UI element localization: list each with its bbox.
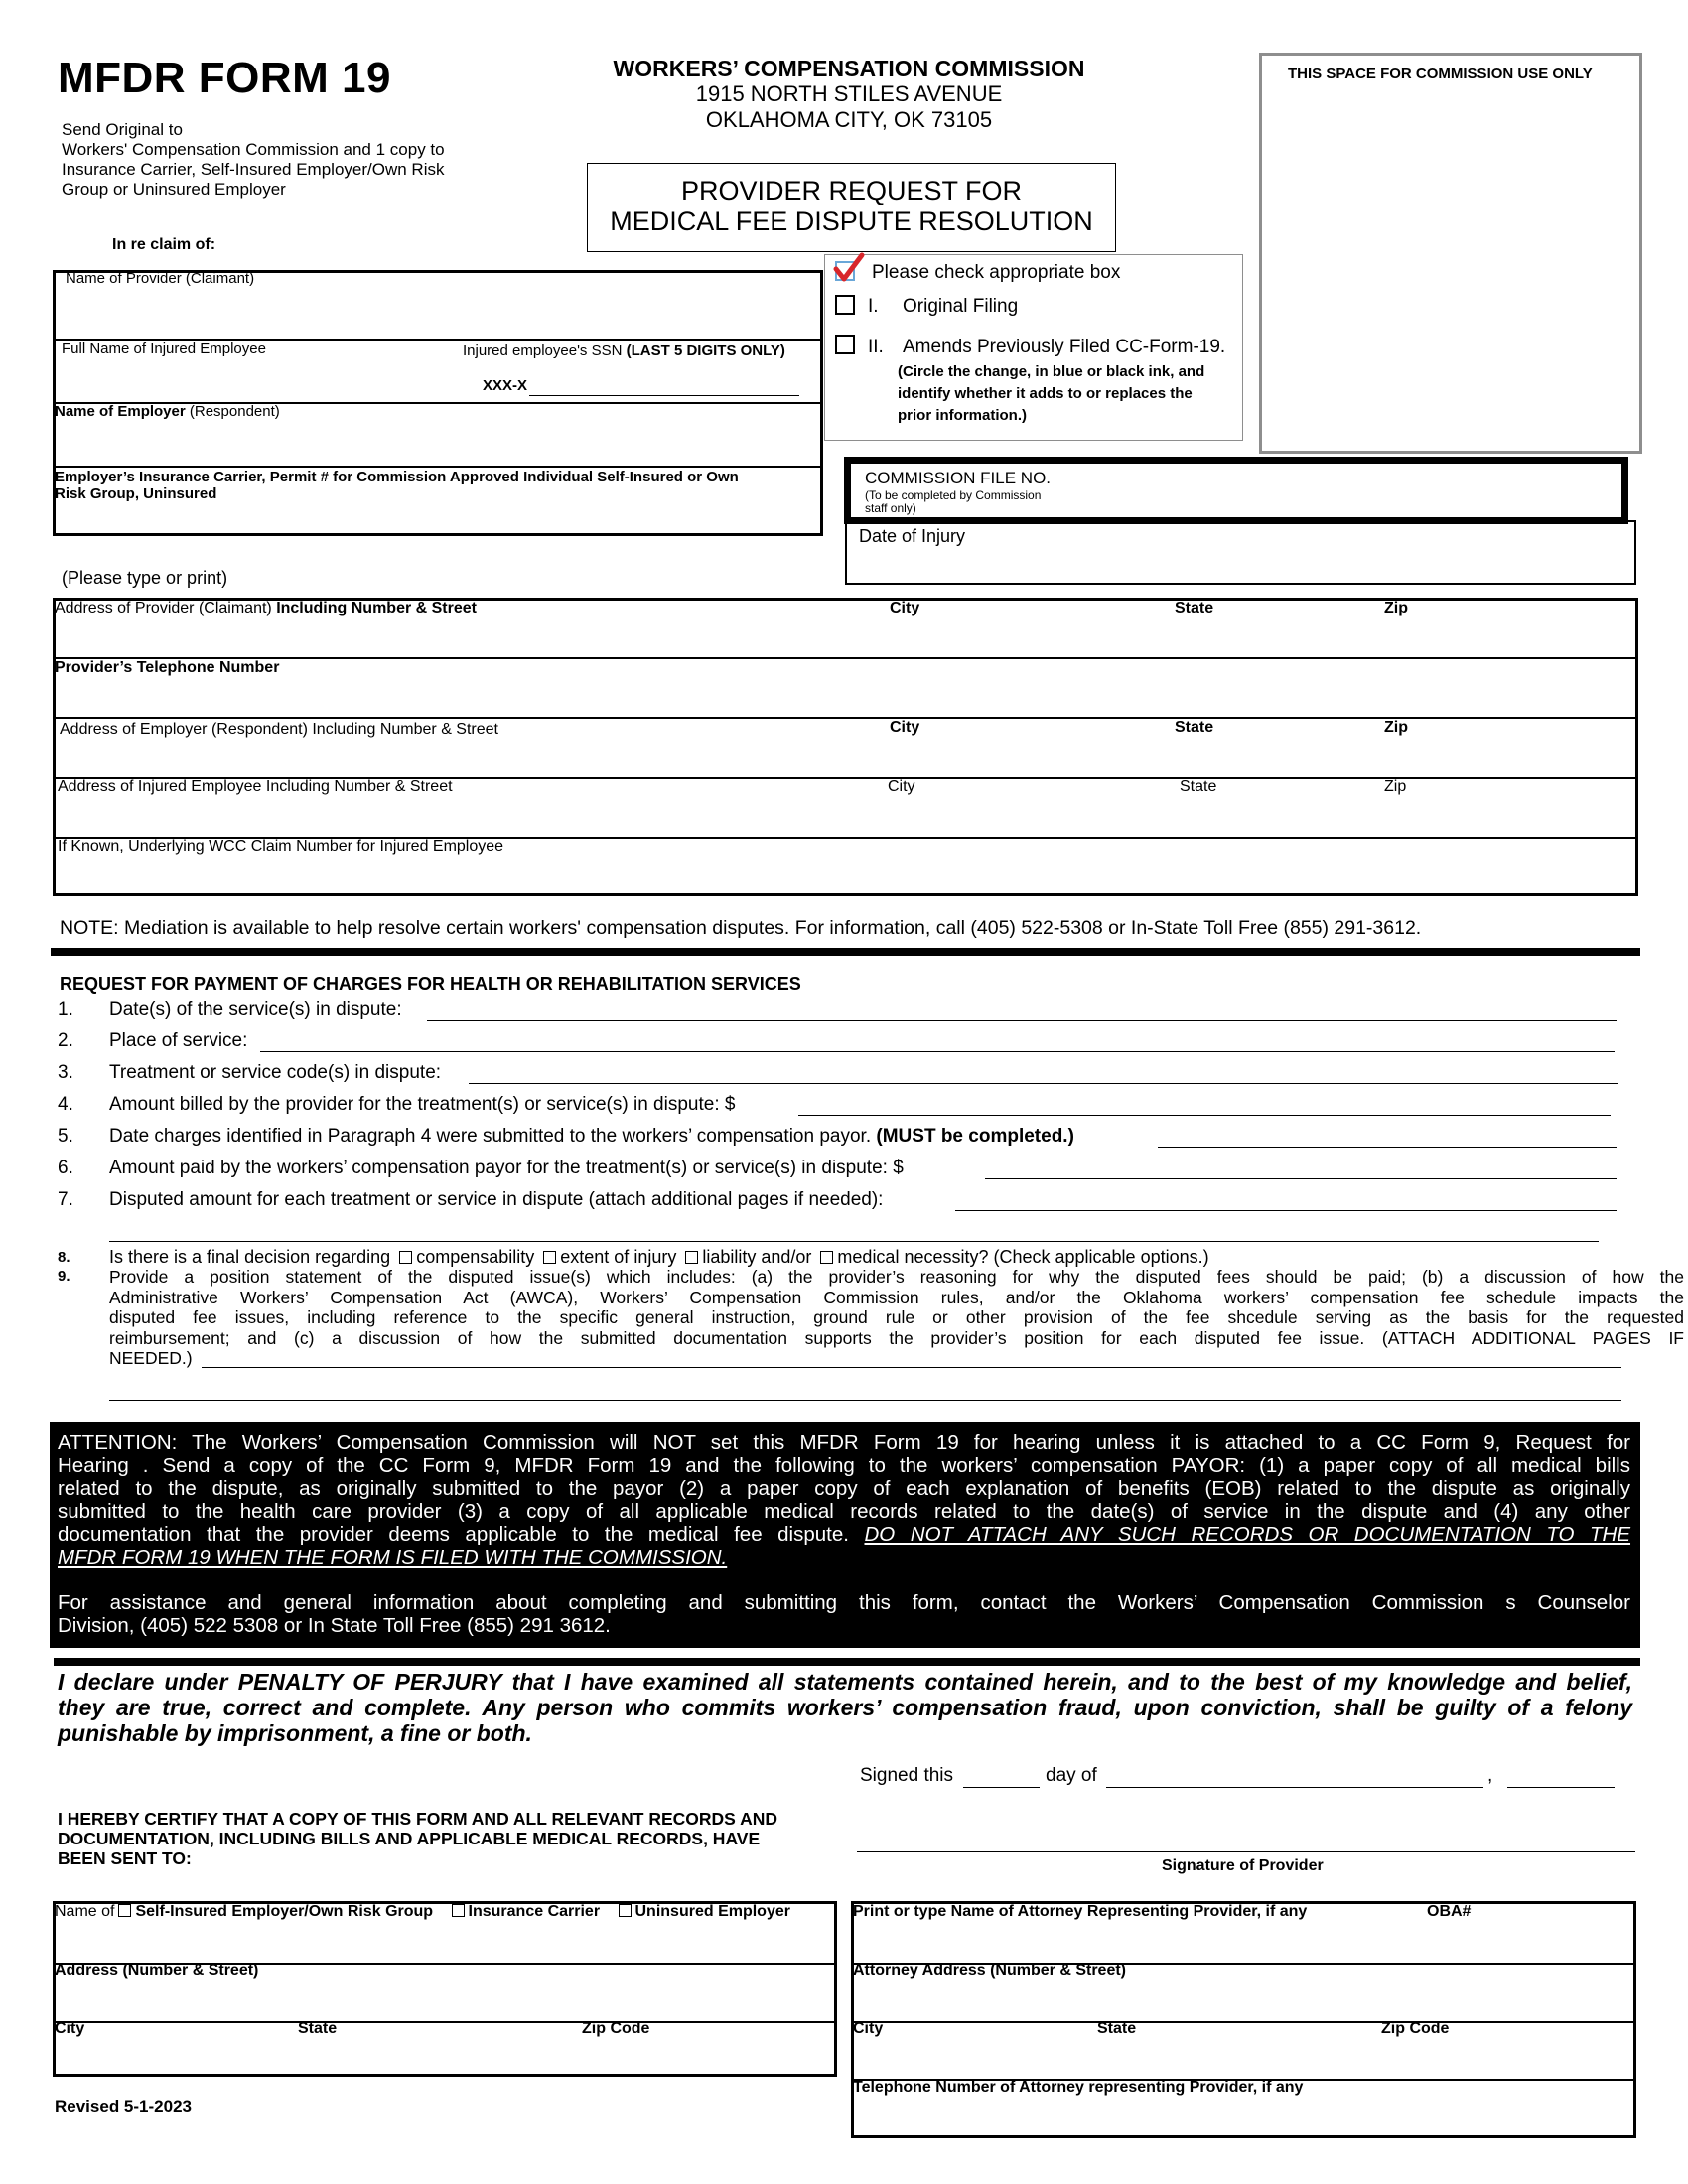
employer-state-label: State — [1175, 719, 1214, 736]
section-divider — [51, 948, 1640, 956]
liability-checkbox[interactable] — [685, 1251, 698, 1264]
form-name-line: MEDICAL FEE DISPUTE RESOLUTION — [610, 206, 1093, 236]
form-name-box — [587, 163, 1116, 252]
sent-to-address-input[interactable] — [62, 1984, 830, 2014]
check-instruction: Please check appropriate box — [872, 262, 1121, 283]
option-1-number: I. — [868, 296, 879, 317]
commission-file-note: (To be completed by Commission staff only) — [865, 488, 1042, 515]
form-title: MFDR FORM 19 — [58, 54, 391, 102]
position-statement-input[interactable] — [204, 1343, 1618, 1369]
injured-city-label: City — [888, 778, 915, 795]
attorney-name-input[interactable] — [860, 1926, 1628, 1956]
sent-to-city-input[interactable] — [62, 2043, 830, 2073]
provider-city-label: City — [890, 600, 920, 616]
signed-comma: , — [1487, 1765, 1493, 1786]
carrier-input[interactable] — [62, 504, 800, 532]
commission-address-block — [556, 56, 1142, 133]
attention-line: ATTENTION: The Workers’ Compensation Commission will NOT set this MFDR Form 19 for hearing unless it is attached to a CC Form 9, Request for — [58, 1432, 1630, 1454]
attorney-phone-label: Telephone Number of Attorney representing Provider, if any — [853, 2079, 1304, 2096]
assistance-line: Division, (405) 522 5308 or In State Toll Free (855) 291 3612. — [58, 1614, 611, 1637]
employer-name-label: Name of Employer (Respondent) — [55, 403, 280, 420]
attorney-state-label: State — [1097, 2020, 1137, 2037]
revised-date: Revised 5-1-2023 — [55, 2097, 192, 2116]
attention-line: documentation that the provider deems applicable to the medical fee dispute. DO NOT ATTACH ANY SUCH RECORDS OR DOCUMENTATION TO THE — [58, 1523, 1631, 1546]
injured-state-label: State — [1180, 778, 1217, 795]
attorney-address-label: Attorney Address (Number & Street) — [853, 1962, 1127, 1979]
disputed-amount-extra-input[interactable] — [111, 1217, 1595, 1243]
item9-line: NEEDED.) — [109, 1348, 193, 1368]
injured-address-input[interactable] — [62, 800, 880, 830]
form-name-line: PROVIDER REQUEST FOR — [680, 176, 1023, 205]
wcc-claim-input[interactable] — [62, 860, 880, 889]
attention-line: Hearing . Send a copy of the CC Form 9, MFDR Form 19 and the following to the workers’ compensation PAYOR: (1) a paper copy of all medical bills — [58, 1454, 1630, 1477]
disputed-amount-input[interactable] — [957, 1186, 1615, 1212]
commission-name: WORKERS’ COMPENSATION COMMISSION — [613, 56, 1085, 81]
original-filing-checkbox[interactable] — [835, 295, 855, 315]
certify-statement: I HEREBY CERTIFY THAT A COPY OF THIS FORM AND ALL RELEVANT RECORDS AND DOCUMENTATION, INCLUDING BILLS AND APPLICABLE MEDICAL RECORDS, HAVE BEEN SENT TO: — [58, 1809, 777, 1868]
sent-to-state-label: State — [298, 2020, 338, 2037]
provider-name-input[interactable] — [66, 296, 804, 328]
place-of-service-input[interactable] — [262, 1027, 1613, 1053]
employer-address-input[interactable] — [62, 743, 880, 772]
option-1-label: Original Filing — [903, 296, 1019, 317]
day-of-label: day of — [1046, 1765, 1097, 1786]
commission-file-box — [844, 457, 1628, 524]
commission-use-box — [1259, 53, 1642, 454]
employer-address-label: Address of Employer (Respondent) Including Number & Street — [60, 721, 498, 738]
amend-note: (Circle the change, in blue or black ink, and identify whether it adds to or replaces the prior information.) — [898, 363, 1205, 424]
signed-year-input[interactable] — [1509, 1763, 1617, 1789]
amends-filing-checkbox[interactable] — [835, 335, 855, 354]
injured-address-label: Address of Injured Employee Including Number & Street — [58, 778, 453, 795]
option-2-number: II. — [868, 337, 884, 357]
attorney-name-label: Print or type Name of Attorney Representing Provider, if any — [853, 1903, 1308, 1920]
send-original-line: Group or Uninsured Employer — [62, 180, 286, 199]
ssn-prefix: XXX-X — [483, 377, 528, 394]
insurance-carrier-checkbox[interactable] — [452, 1904, 465, 1917]
service-dates-input[interactable] — [429, 996, 1615, 1022]
attorney-oba-label: OBA# — [1427, 1903, 1472, 1920]
provider-name-label: Name of Provider (Claimant) — [66, 270, 255, 287]
request-heading: REQUEST FOR PAYMENT OF CHARGES FOR HEALTH OR REHABILITATION SERVICES — [60, 974, 801, 994]
item9-line: disputed fee issues, including reference to the specific general instruction, ground rule or other provision of the fee shcedule serving as the basis for the requested — [109, 1307, 1684, 1327]
attention-warning: MFDR FORM 19 WHEN THE FORM IS FILED WITH THE COMMISSION. — [58, 1546, 728, 1569]
injured-zip-label: Zip — [1384, 778, 1407, 795]
position-statement-extra-input[interactable] — [111, 1376, 1619, 1402]
amount-billed-input[interactable] — [800, 1091, 1609, 1117]
date-of-injury-input[interactable] — [860, 552, 1618, 580]
submission-date-input[interactable] — [1160, 1123, 1615, 1149]
sent-to-address-label: Address (Number & Street) — [55, 1962, 259, 1979]
item9-line: Provide a position statement of the disputed issue(s) which includes: (a) the provider’s reasoning for why the disputed fees should be paid; (b) a discussion of how the — [109, 1267, 1684, 1287]
send-original-instructions — [62, 120, 445, 200]
signature-input[interactable] — [860, 1821, 1634, 1852]
commission-use-label: THIS SPACE FOR COMMISSION USE ONLY — [1288, 66, 1593, 82]
uninsured-employer-checkbox[interactable] — [619, 1904, 632, 1917]
injured-employee-name-input[interactable] — [62, 365, 453, 397]
attorney-phone-input[interactable] — [860, 2102, 1628, 2131]
declaration-rule — [54, 1658, 1640, 1666]
provider-phone-label: Provider’s Telephone Number — [55, 659, 280, 676]
provider-address-label: Address of Provider (Claimant) Including Number & Street — [55, 600, 477, 616]
sent-to-city-label: City — [55, 2020, 85, 2037]
attorney-city-label: City — [853, 2020, 884, 2037]
mediation-note: NOTE: Mediation is available to help resolve certain workers' compensation disputes. For information, call (405) 522-5308 or In-State Toll Free (855) 291-3612. — [60, 917, 1422, 939]
date-of-injury-label: Date of Injury — [859, 526, 966, 546]
signed-month-input[interactable] — [1108, 1763, 1483, 1789]
send-original-line: Workers' Compensation Commission and 1 copy to — [62, 140, 445, 159]
wcc-claim-label: If Known, Underlying WCC Claim Number for Injured Employee — [58, 838, 504, 855]
provider-phone-input[interactable] — [62, 681, 880, 711]
service-codes-input[interactable] — [471, 1059, 1617, 1085]
attention-line: related to the dispute, as originally submitted to the payor (2) a paper copy of each explanation of benefits (EOB) related to the dispute as originally — [58, 1477, 1630, 1500]
employer-city-label: City — [890, 719, 920, 736]
provider-zip-label: Zip — [1384, 600, 1408, 616]
please-type-note: (Please type or print) — [62, 568, 228, 588]
amount-paid-input[interactable] — [987, 1155, 1615, 1180]
sent-to-name-input[interactable] — [62, 1926, 830, 1956]
employer-zip-label: Zip — [1384, 719, 1408, 736]
send-original-line: Insurance Carrier, Self-Insured Employer/Own Risk — [62, 160, 445, 179]
assistance-line: For assistance and general information about completing and submitting this form, contact the Workers’ Compensation Commission s Counselor — [58, 1591, 1630, 1614]
sent-to-zip-label: Zip Code — [582, 2020, 650, 2037]
commission-file-label: COMMISSION FILE NO. — [865, 469, 1052, 487]
commission-address-line: 1915 NORTH STILES AVENUE — [695, 81, 1003, 106]
injured-employee-label: Full Name of Injured Employee — [62, 341, 266, 357]
checkmark-icon — [831, 251, 867, 287]
signed-day-input[interactable] — [965, 1763, 1041, 1789]
ssn-input[interactable] — [531, 371, 801, 397]
provider-state-label: State — [1175, 600, 1214, 616]
employer-name-input[interactable] — [62, 429, 800, 461]
medical-necessity-checkbox[interactable] — [820, 1251, 833, 1264]
compensability-checkbox[interactable] — [399, 1251, 412, 1264]
attention-line: submitted to the health care provider (3) a copy of all applicable medical records related to the date(s) of service in the dispute and (4) any other — [58, 1500, 1630, 1523]
send-original-line: Send Original to — [62, 120, 183, 139]
commission-address-line: OKLAHOMA CITY, OK 73105 — [705, 107, 993, 132]
in-re-claim-label: In re claim of: — [112, 236, 216, 253]
attorney-address-input[interactable] — [860, 1984, 1628, 2014]
signed-this-label: Signed this — [860, 1765, 954, 1786]
extent-of-injury-checkbox[interactable] — [543, 1251, 556, 1264]
attorney-zip-label: Zip Code — [1381, 2020, 1450, 2037]
perjury-declaration: I declare under PENALTY OF PERJURY that I have examined all statements contained herein, and to the best of my knowledge and belief, they are true, correct and complete. Any person who commits workers’ compensation fraud, upon conviction, shall be guilty of a felony punishable by imprisonment, a fine or both. — [58, 1669, 1632, 1746]
provider-address-input[interactable] — [62, 621, 880, 651]
sent-to-name-label: Name of Self-Insured Employer/Own Risk Group Insurance Carrier Uninsured Employer — [55, 1903, 790, 1920]
ssn-label: Injured employee's SSN (LAST 5 DIGITS ONLY) — [463, 342, 785, 359]
self-insured-checkbox[interactable] — [118, 1904, 131, 1917]
item9-line: reimbursement; and (c) a discussion of how the submitted documentation supports the provider’s position for each disputed fee issue. (ATTACH ADDITIONAL PAGES IF — [109, 1327, 1684, 1348]
attorney-city-input[interactable] — [860, 2043, 1628, 2073]
carrier-label: Employer’s Insurance Carrier, Permit # for Commission Approved Individual Self-Insured or Own Risk Group, Uninsured — [55, 469, 739, 502]
attention-box — [50, 1422, 1640, 1648]
signature-label: Signature of Provider — [1162, 1857, 1324, 1874]
option-2-label: Amends Previously Filed CC-Form-19. — [903, 337, 1226, 357]
item9-line: Administrative Workers’ Compensation Act (AWCA), Workers’ Compensation Commission rules, and/or the Oklahoma workers’ compensation fee schedule impacts the — [109, 1287, 1684, 1307]
